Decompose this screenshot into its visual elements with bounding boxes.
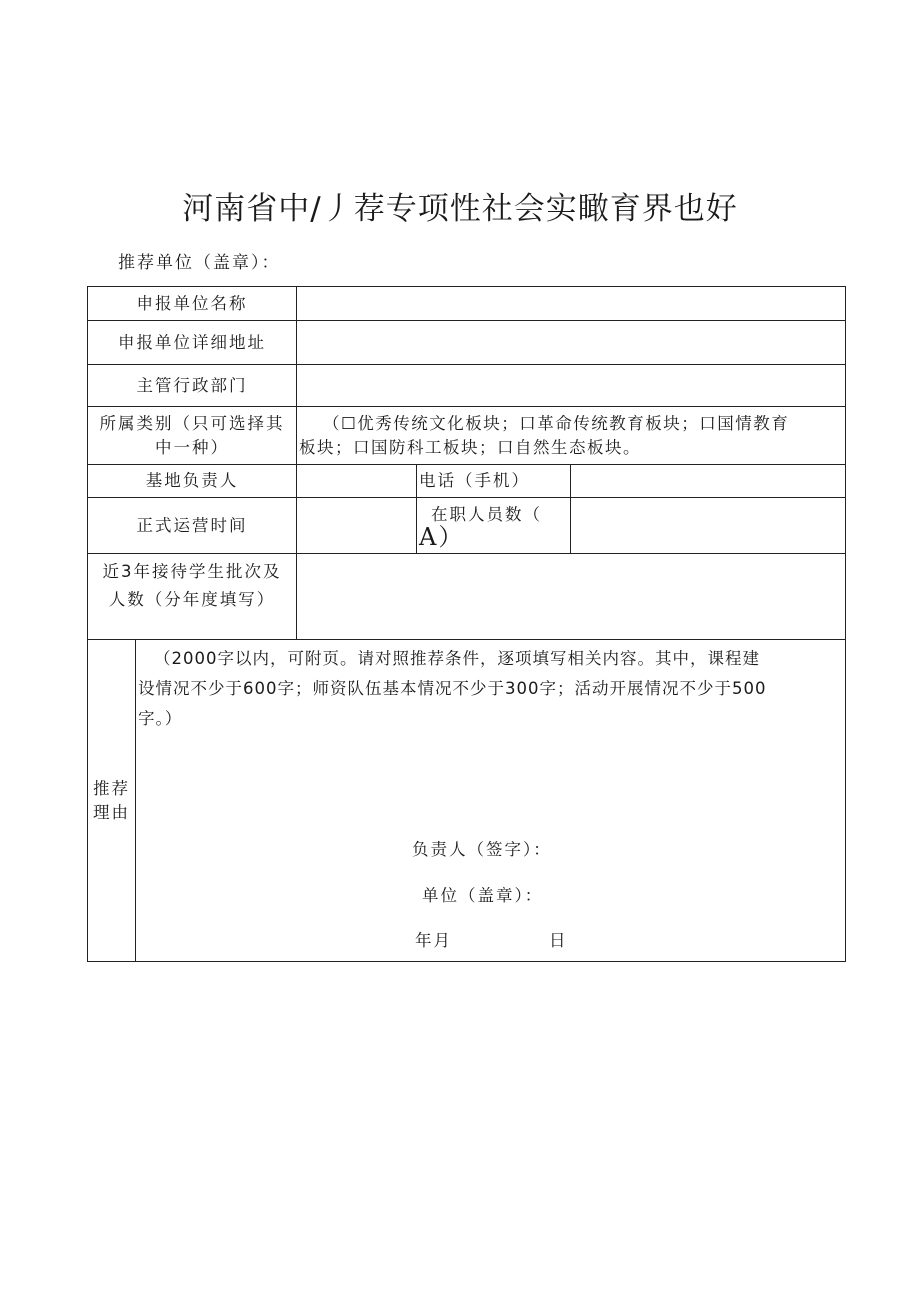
category-options[interactable]: [297, 407, 846, 465]
reception-label-line2: 人数（分年度填写）: [108, 590, 276, 609]
phone-label: 电话（手机）: [417, 465, 571, 498]
applicant-address-label: 申报单位详细地址: [88, 321, 297, 365]
date-year-month: 年月: [415, 931, 452, 950]
reason-label: [88, 640, 136, 962]
category-options-line1: （☐优秀传统文化板块；口革命传统教育板块；口国情教育: [323, 413, 790, 433]
reception-field[interactable]: [297, 554, 846, 640]
reason-field[interactable]: [136, 640, 846, 962]
row-category: [88, 407, 846, 465]
applicant-name-field[interactable]: [297, 287, 846, 321]
staff-label-line1: 在职人员数（: [431, 504, 542, 524]
category-label-line2: 中一种）: [155, 437, 229, 457]
applicant-address-field[interactable]: [297, 321, 846, 365]
row-applicant-address: [88, 321, 846, 365]
row-admin-dept: [88, 365, 846, 407]
reason-instructions-line1: （2000字以内，可附页。请对照推荐条件，逐项填写相关内容。其中，课程建: [154, 649, 760, 668]
row-start-time: [88, 498, 846, 554]
category-label-line1: 所属类别（只可选择其: [99, 413, 285, 433]
category-options-line2: 板块；口国防科工板块；口自然生态板块。: [299, 437, 641, 457]
row-base-head: [88, 465, 846, 498]
admin-dept-field[interactable]: [297, 365, 846, 407]
phone-field[interactable]: [571, 465, 846, 498]
recommend-unit-label: 推荐单位（盖章）：: [118, 253, 281, 273]
start-time-label: 正式运营时间: [88, 498, 297, 554]
base-head-label: 基地负责人: [88, 465, 297, 498]
base-head-field[interactable]: [297, 465, 417, 498]
admin-dept-label: 主管行政部门: [88, 365, 297, 407]
category-label: [88, 407, 297, 465]
staff-label: [417, 498, 571, 554]
row-reception: [88, 554, 846, 640]
applicant-name-label: 申报单位名称: [88, 287, 297, 321]
start-time-field[interactable]: [297, 498, 417, 554]
staff-label-line2: A）: [419, 522, 465, 551]
date-day: 日: [549, 931, 568, 950]
reason-label-line1: 推荐: [93, 778, 130, 798]
reception-label: [88, 554, 297, 640]
seal-label: 单位（盖章）：: [422, 886, 544, 905]
signature-label: 负责人（签字）：: [412, 840, 552, 859]
staff-field[interactable]: [571, 498, 846, 554]
document-title: 河南省中/丿荐专项性社会实瞰育界也好: [182, 191, 738, 227]
application-form-table: [87, 286, 846, 962]
row-reason: [88, 640, 846, 962]
reception-label-line1: 近3年接待学生批次及: [102, 562, 282, 581]
reason-instructions-line3: 字。）: [138, 709, 183, 728]
reason-instructions-line2: 设情况不少于600字；师资队伍基本情况不少于300字；活动开展情况不少于500: [138, 679, 767, 698]
reason-label-line2: 理由: [93, 802, 130, 822]
row-applicant-name: [88, 287, 846, 321]
